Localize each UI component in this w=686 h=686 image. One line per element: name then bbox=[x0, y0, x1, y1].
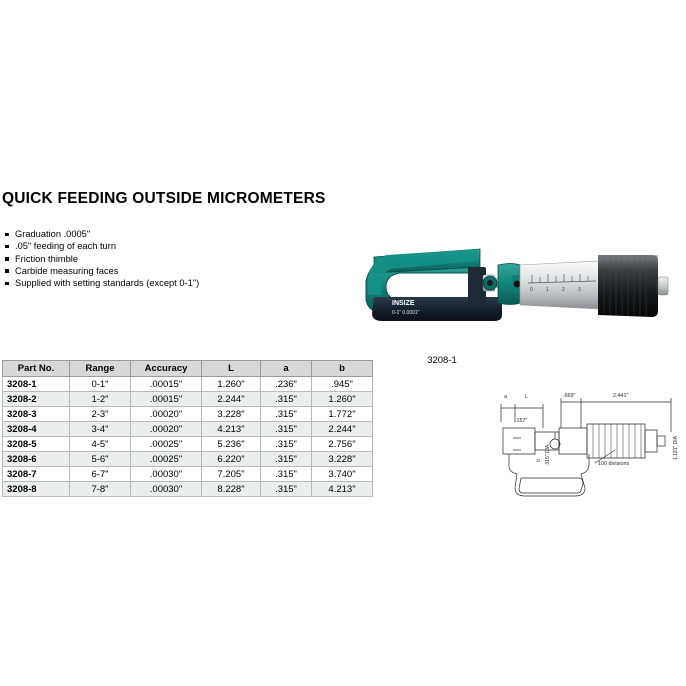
cell-part-no: 3208-1 bbox=[3, 377, 70, 392]
cell-a: .315" bbox=[261, 452, 312, 467]
label-L: L bbox=[525, 394, 528, 400]
cell-part-no: 3208-8 bbox=[3, 482, 70, 497]
label-dim-2441: 2.441" bbox=[613, 393, 629, 399]
cell-part-no: 3208-7 bbox=[3, 467, 70, 482]
feature-item: Friction thimble bbox=[4, 253, 304, 265]
svg-text:3: 3 bbox=[578, 287, 581, 293]
label-dia-left: .315" DIA bbox=[545, 444, 551, 466]
feature-list bbox=[4, 228, 304, 289]
cell-b: 1.772" bbox=[312, 407, 373, 422]
cell-range: 7-8" bbox=[70, 482, 131, 497]
table-header bbox=[3, 361, 373, 377]
feature-item: Supplied with setting standards (except 0-1") bbox=[4, 277, 304, 289]
table-body bbox=[3, 377, 373, 497]
cell-part-no: 3208-6 bbox=[3, 452, 70, 467]
cell-l: 7.205" bbox=[202, 467, 261, 482]
cell-accuracy: .00030" bbox=[131, 467, 202, 482]
column-header-range: Range bbox=[70, 361, 131, 377]
dimension-drawing bbox=[495, 388, 681, 508]
cell-range: 3-4" bbox=[70, 422, 131, 437]
column-header-accuracy: Accuracy bbox=[131, 361, 202, 377]
cell-range: 0-1" bbox=[70, 377, 131, 392]
cell-l: 3.228" bbox=[202, 407, 261, 422]
table-row bbox=[3, 407, 373, 422]
cell-a: .236" bbox=[261, 377, 312, 392]
svg-text:1: 1 bbox=[546, 287, 549, 293]
label-dia-right: 1.181" DIA bbox=[673, 435, 679, 460]
product-photo bbox=[352, 205, 672, 345]
cell-part-no: 3208-2 bbox=[3, 392, 70, 407]
cell-b: 2.756" bbox=[312, 437, 373, 452]
cell-range: 2-3" bbox=[70, 407, 131, 422]
cell-accuracy: .00020" bbox=[131, 407, 202, 422]
column-header-l: L bbox=[202, 361, 261, 377]
table-row bbox=[3, 422, 373, 437]
cell-range: 6-7" bbox=[70, 467, 131, 482]
brand-sub-text: 0-1" 0.0001" bbox=[392, 310, 420, 316]
cell-accuracy: .00015" bbox=[131, 392, 202, 407]
column-header-a: a bbox=[261, 361, 312, 377]
label-a: a bbox=[504, 394, 507, 400]
cell-b: 2.244" bbox=[312, 422, 373, 437]
cell-l: 1.260" bbox=[202, 377, 261, 392]
table-row bbox=[3, 392, 373, 407]
cell-a: .315" bbox=[261, 467, 312, 482]
cell-part-no: 3208-3 bbox=[3, 407, 70, 422]
brand-logo-text: INSIZE bbox=[392, 300, 415, 307]
cell-range: 4-5" bbox=[70, 437, 131, 452]
cell-range: 1-2" bbox=[70, 392, 131, 407]
cell-a: .315" bbox=[261, 392, 312, 407]
specification-table bbox=[2, 360, 373, 497]
cell-b: .945" bbox=[312, 377, 373, 392]
feature-item: Graduation .0005" bbox=[4, 228, 304, 240]
cell-accuracy: .00025" bbox=[131, 452, 202, 467]
cell-l: 4.213" bbox=[202, 422, 261, 437]
cell-a: .315" bbox=[261, 482, 312, 497]
svg-text:0: 0 bbox=[530, 287, 533, 293]
svg-text:2: 2 bbox=[562, 287, 565, 293]
cell-range: 5-6" bbox=[70, 452, 131, 467]
column-header-b: b bbox=[312, 361, 373, 377]
feature-item: .05" feeding of each turn bbox=[4, 240, 304, 252]
cell-a: .315" bbox=[261, 407, 312, 422]
cell-b: 3.740" bbox=[312, 467, 373, 482]
cell-part-no: 3208-4 bbox=[3, 422, 70, 437]
label-dim-669: .669" bbox=[563, 393, 576, 399]
cell-accuracy: .00015" bbox=[131, 377, 202, 392]
table-row bbox=[3, 482, 373, 497]
cell-l: 6.220" bbox=[202, 452, 261, 467]
cell-b: 1.260" bbox=[312, 392, 373, 407]
cell-accuracy: .00020" bbox=[131, 422, 202, 437]
table-header-row bbox=[3, 361, 373, 377]
cell-part-no: 3208-5 bbox=[3, 437, 70, 452]
cell-l: 8.228" bbox=[202, 482, 261, 497]
cell-a: .315" bbox=[261, 422, 312, 437]
label-divisions: 100 divisions bbox=[598, 461, 630, 467]
cell-b: 4.213" bbox=[312, 482, 373, 497]
cell-l: 5.236" bbox=[202, 437, 261, 452]
label-b: b bbox=[536, 459, 542, 462]
page-title: QUICK FEEDING OUTSIDE MICROMETERS bbox=[2, 190, 326, 208]
cell-l: 2.244" bbox=[202, 392, 261, 407]
cell-accuracy: .00025" bbox=[131, 437, 202, 452]
table-row bbox=[3, 452, 373, 467]
photo-caption: 3208-1 bbox=[427, 355, 457, 366]
label-dim-157: .157" bbox=[515, 418, 528, 424]
table-row bbox=[3, 377, 373, 392]
cell-accuracy: .00030" bbox=[131, 482, 202, 497]
cell-a: .315" bbox=[261, 437, 312, 452]
table-row bbox=[3, 437, 373, 452]
cell-b: 3.228" bbox=[312, 452, 373, 467]
feature-item: Carbide measuring faces bbox=[4, 265, 304, 277]
table-row bbox=[3, 467, 373, 482]
column-header-part-no: Part No. bbox=[3, 361, 70, 377]
